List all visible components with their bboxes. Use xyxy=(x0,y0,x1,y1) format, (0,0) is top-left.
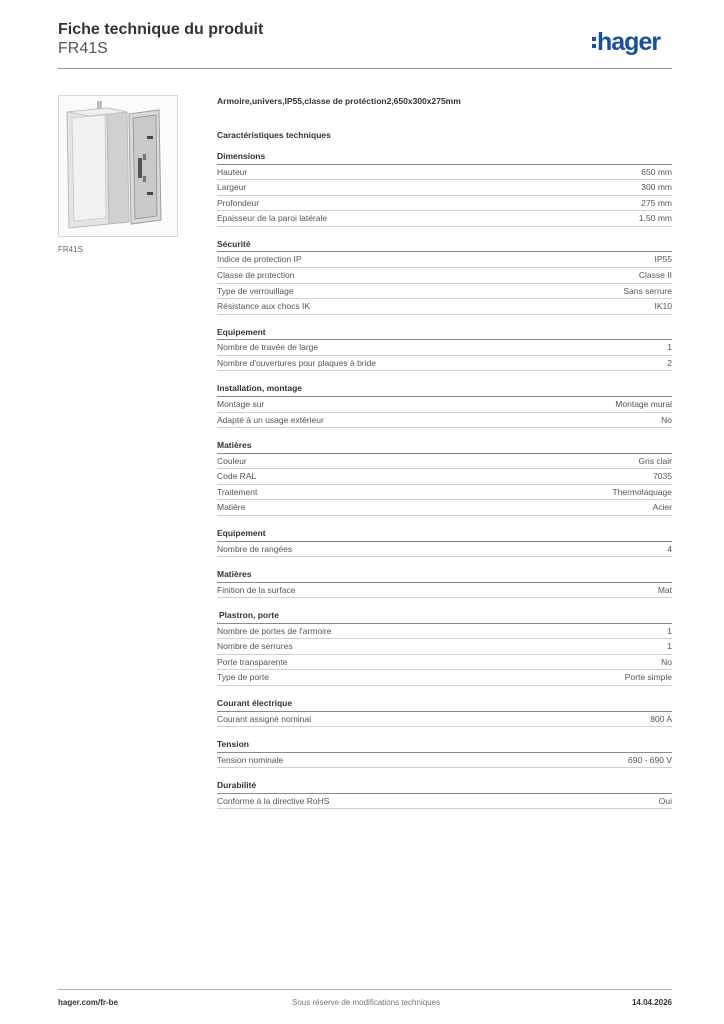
spec-label: Hauteur xyxy=(217,166,248,177)
section-heading: Dimensions xyxy=(217,150,672,165)
spec-label: Epaisseur de la paroi latérale xyxy=(217,213,328,224)
spec-value: Oui xyxy=(658,795,672,806)
spec-row xyxy=(217,712,672,728)
spec-value: IP55 xyxy=(654,254,672,265)
spec-value: 300 mm xyxy=(641,182,672,193)
spec-value: 4 xyxy=(667,543,672,554)
section-heading: Matières xyxy=(217,568,672,583)
spec-value: Mat xyxy=(657,584,672,595)
spec-value: 690 - 690 V xyxy=(628,754,672,765)
spec-row xyxy=(217,670,672,686)
spec-section xyxy=(217,779,672,809)
spec-row xyxy=(217,500,672,516)
spec-value: No xyxy=(661,656,672,667)
image-caption: FR41S xyxy=(58,245,83,254)
spec-label: Nombre de rangées xyxy=(217,543,293,554)
spec-value: 650 mm xyxy=(641,166,672,177)
spec-label: Profondeur xyxy=(217,197,260,208)
footer-disclaimer: Sous réserve de modifications techniques xyxy=(292,998,441,1007)
spec-row xyxy=(217,542,672,558)
logo-text: hager xyxy=(597,28,661,56)
spec-row xyxy=(217,413,672,429)
spec-value: Gris clair xyxy=(638,455,672,466)
spec-row xyxy=(217,340,672,356)
section-heading: Tension xyxy=(217,738,672,753)
spec-row xyxy=(217,753,672,769)
spec-value: No xyxy=(661,414,672,425)
spec-content xyxy=(217,96,672,820)
spec-label: Code RAL xyxy=(217,471,257,482)
spec-section xyxy=(217,527,672,557)
product-reference: FR41S xyxy=(58,40,108,57)
spec-row xyxy=(217,165,672,181)
spec-row xyxy=(217,485,672,501)
spec-label: Nombre de portes de l'armoire xyxy=(217,625,332,636)
spec-value: 1,50 mm xyxy=(638,213,672,224)
tech-heading: Caractéristiques techniques xyxy=(217,130,331,140)
spec-label: Largeur xyxy=(217,182,247,193)
section-heading: Equipement xyxy=(217,527,672,542)
spec-label: Courant assigné nominal xyxy=(217,713,312,724)
product-description: Armoire,univers,IP55,classe de protéction2,650x300x275mm xyxy=(217,96,461,106)
spec-row xyxy=(217,356,672,372)
spec-label: Adapté à un usage extérieur xyxy=(217,414,324,425)
spec-value: 275 mm xyxy=(641,197,672,208)
spec-row xyxy=(217,794,672,810)
spec-value: Thermolaquage xyxy=(612,486,672,497)
spec-value: IK10 xyxy=(654,301,672,312)
spec-row xyxy=(217,583,672,599)
spec-row xyxy=(217,211,672,227)
spec-section xyxy=(217,439,672,516)
spec-label: Type de verrouillage xyxy=(217,285,294,296)
spec-section xyxy=(217,738,672,768)
hager-logo xyxy=(592,28,660,56)
spec-label: Tension nominale xyxy=(217,754,284,765)
spec-row xyxy=(217,397,672,413)
section-heading: Plastron, porte xyxy=(217,609,672,624)
spec-label: Nombre de serrures xyxy=(217,641,293,652)
header-divider xyxy=(58,68,672,69)
spec-row xyxy=(217,454,672,470)
spec-row xyxy=(217,639,672,655)
spec-value: 1 xyxy=(667,342,672,353)
spec-sections xyxy=(217,150,672,809)
spec-section xyxy=(217,150,672,227)
spec-label: Nombre d'ouvertures pour plaques à bride xyxy=(217,357,376,368)
footer-date: 14.04.2026 xyxy=(631,998,672,1007)
spec-value: Acier xyxy=(652,502,672,513)
section-heading: Installation, montage xyxy=(217,382,672,397)
spec-row xyxy=(217,268,672,284)
spec-label: Couleur xyxy=(217,455,247,466)
spec-label: Type de porte xyxy=(217,672,269,683)
spec-section xyxy=(217,326,672,372)
spec-value: Sans serrure xyxy=(623,285,672,296)
footer-website[interactable]: hager.com/fr-be xyxy=(58,998,119,1007)
spec-label: Résistance aux chocs IK xyxy=(217,301,311,312)
spec-row xyxy=(217,284,672,300)
spec-row xyxy=(217,655,672,671)
spec-section xyxy=(217,609,672,686)
spec-row xyxy=(217,252,672,268)
spec-label: Finition de la surface xyxy=(217,584,296,595)
section-heading: Equipement xyxy=(217,326,672,341)
spec-value: Classe II xyxy=(638,269,672,280)
spec-value: 7035 xyxy=(653,471,672,482)
section-heading: Sécurité xyxy=(217,238,672,253)
spec-row xyxy=(217,624,672,640)
spec-label: Montage sur xyxy=(217,398,265,409)
page-title: Fiche technique du produit xyxy=(58,21,264,38)
spec-value: Montage mural xyxy=(615,398,672,409)
spec-value: 800 A xyxy=(650,713,672,724)
section-heading: Courant électrique xyxy=(217,697,672,712)
logo-dots-icon xyxy=(592,37,596,48)
spec-row xyxy=(217,180,672,196)
spec-label: Classe de protection xyxy=(217,269,295,280)
spec-section xyxy=(217,238,672,315)
spec-row xyxy=(217,196,672,212)
spec-label: Matière xyxy=(217,502,246,513)
footer-divider xyxy=(58,989,672,990)
spec-value: 1 xyxy=(667,641,672,652)
spec-row xyxy=(217,299,672,315)
spec-section xyxy=(217,568,672,598)
spec-section xyxy=(217,697,672,727)
spec-section xyxy=(217,382,672,428)
spec-label: Porte transparente xyxy=(217,656,288,667)
spec-label: Nombre de travée de large xyxy=(217,342,319,353)
section-heading: Durabilité xyxy=(217,779,672,794)
product-image xyxy=(58,95,178,237)
spec-label: Indice de protection IP xyxy=(217,254,302,265)
spec-label: Conforme à la directive RoHS xyxy=(217,795,330,806)
section-heading: Matières xyxy=(217,439,672,454)
spec-row xyxy=(217,469,672,485)
spec-value: 2 xyxy=(667,357,672,368)
spec-value: Porte simple xyxy=(624,672,672,683)
spec-label: Traitement xyxy=(217,486,258,497)
spec-value: 1 xyxy=(667,625,672,636)
